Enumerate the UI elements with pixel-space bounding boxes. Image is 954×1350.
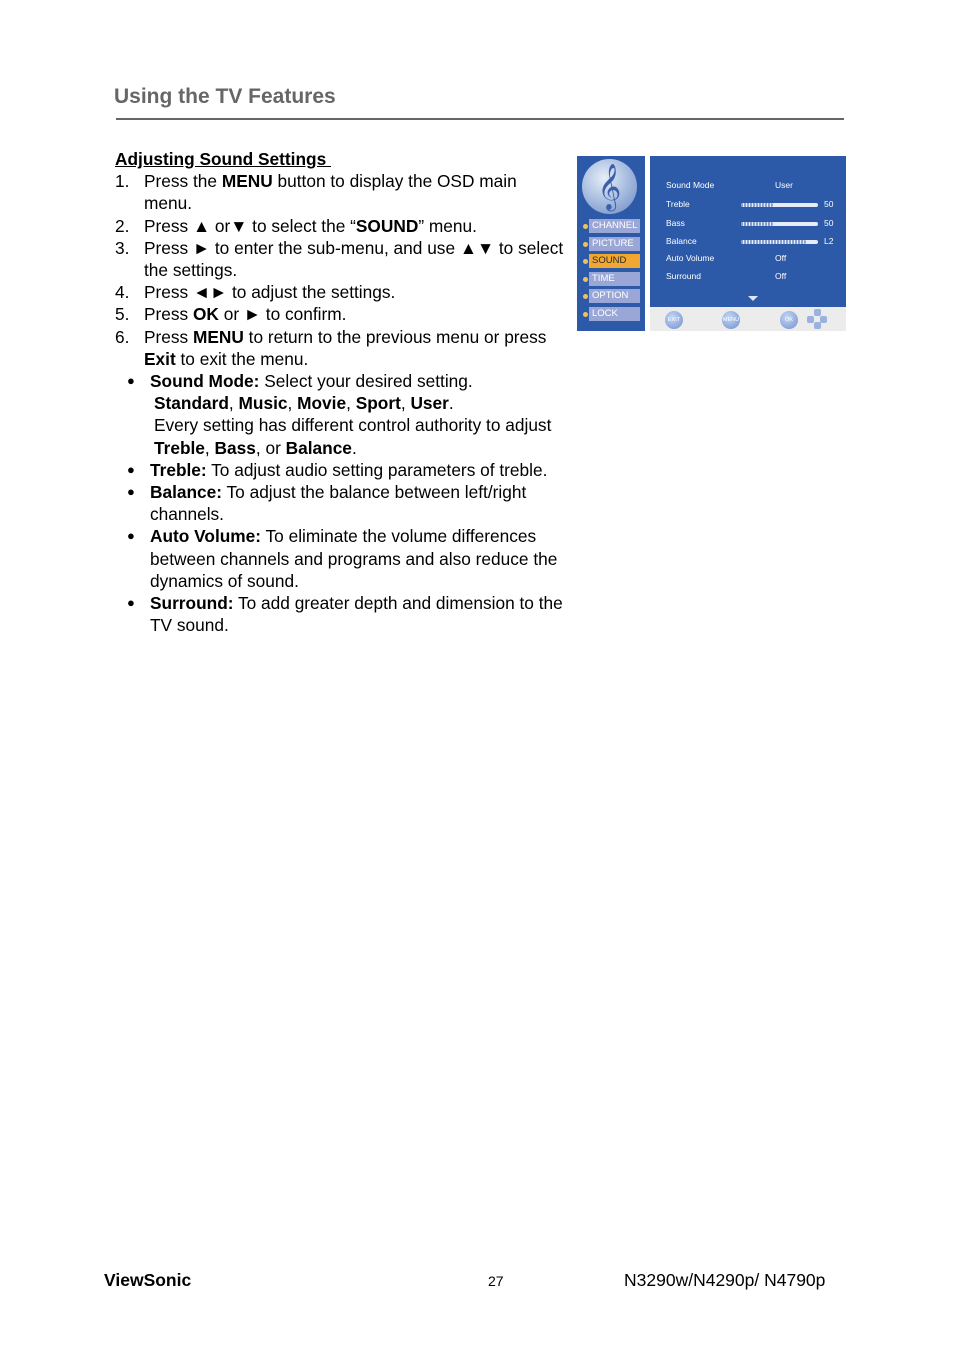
osd-menu-button[interactable]: MENU <box>722 311 740 329</box>
osd-setting-row[interactable] <box>666 180 842 192</box>
bullet-list <box>115 370 565 636</box>
text-run: SOUND <box>355 215 419 236</box>
osd-menu-label: PICTURE <box>589 237 640 251</box>
bullet-item <box>127 459 565 481</box>
text-run: ” menu. <box>418 215 477 236</box>
text-run: To adjust the balance between left/right channels. <box>150 482 527 525</box>
down-arrow-icon <box>748 296 758 301</box>
text-run: to return to the previous menu or press <box>243 326 547 347</box>
text-run: , <box>400 393 411 414</box>
text-run: Sound Mode: <box>150 371 260 392</box>
step-item <box>115 170 565 214</box>
bullet-icon <box>583 224 588 229</box>
footer-model: N3290w/N4290p/ N4790p <box>624 1270 826 1290</box>
text-run: Auto Volume: <box>150 526 262 547</box>
bullet-dot-icon: ● <box>127 595 135 611</box>
step-item <box>115 281 565 303</box>
dpad-icon <box>807 309 827 329</box>
osd-slider-fill <box>741 203 773 207</box>
text-run: Surround: <box>150 593 234 614</box>
bullet-item <box>127 592 565 636</box>
step-number: 6. <box>115 326 130 347</box>
bullet-line <box>150 481 565 525</box>
osd-menu-label: SOUND <box>589 254 640 268</box>
step-number: 3. <box>115 237 130 258</box>
bullet-line <box>154 392 565 414</box>
osd-footer <box>650 307 846 331</box>
osd-slider[interactable] <box>741 203 818 207</box>
bullet-icon <box>583 294 588 299</box>
title-divider <box>116 118 844 120</box>
osd-slider-fill <box>741 222 773 226</box>
text-run: , or <box>255 437 286 458</box>
instructions <box>115 148 565 636</box>
step-number: 1. <box>115 171 130 192</box>
osd-menu-label: CHANNEL <box>589 219 640 233</box>
osd-menu-item-channel[interactable] <box>581 218 645 236</box>
step-item <box>115 237 565 281</box>
bullet-dot-icon: ● <box>127 528 135 544</box>
text-run: Treble <box>154 437 205 458</box>
osd-ok-button[interactable]: OK <box>780 311 798 329</box>
osd-menu-item-time[interactable] <box>581 271 645 289</box>
text-run: . <box>351 437 357 458</box>
osd-menu-item-sound[interactable] <box>581 253 645 271</box>
osd-menu-item-option[interactable] <box>581 288 645 306</box>
osd-setting-row[interactable] <box>666 218 842 230</box>
bullet-icon <box>583 259 588 264</box>
text-run: Balance <box>285 437 352 458</box>
text-run: Press <box>144 304 193 325</box>
bullet-dot-icon: ● <box>127 373 135 389</box>
osd-screenshot <box>577 156 846 332</box>
text-run: Balance: <box>150 482 223 503</box>
page-title: Using the TV Features <box>114 85 336 108</box>
text-run: Press <box>144 326 193 347</box>
text-run: User <box>410 393 449 414</box>
bullet-dot-icon: ● <box>127 484 135 500</box>
text-run: Standard <box>154 393 229 414</box>
osd-slider[interactable] <box>741 222 818 226</box>
osd-slider-fill <box>741 240 806 244</box>
step-number: 5. <box>115 304 130 325</box>
text-run: Movie <box>297 393 347 414</box>
osd-slider[interactable] <box>741 240 818 244</box>
bullet-icon <box>583 242 588 247</box>
text-run: OK <box>192 304 219 325</box>
osd-setting-row[interactable] <box>666 253 842 265</box>
bullet-line <box>150 525 565 592</box>
step-number: 4. <box>115 282 130 303</box>
bullet-icon <box>583 312 588 317</box>
text-run: Treble: <box>150 459 207 480</box>
step-item <box>115 326 565 370</box>
text-run: or ► to confirm. <box>218 304 347 325</box>
text-run: Bass <box>214 437 256 458</box>
text-run: Press ◄► to adjust the settings. <box>144 282 396 303</box>
text-run: , <box>204 437 215 458</box>
text-run: Sport <box>355 393 401 414</box>
steps-list <box>115 170 565 370</box>
text-run: To eliminate the volume differences between channels and programs and also reduce the dynamics of sound. <box>150 526 558 591</box>
osd-setting-label: Sound Mode <box>666 180 715 190</box>
osd-setting-value: Off <box>775 271 787 281</box>
osd-menu <box>581 218 645 324</box>
text-run: , <box>228 393 239 414</box>
text-run: To add greater depth and dimension to the TV sound. <box>150 593 563 636</box>
text-run: Every setting has different control authority to adjust <box>154 415 552 436</box>
text-run: , <box>346 393 356 414</box>
osd-menu-item-picture[interactable] <box>581 236 645 254</box>
osd-slider-value: L2 <box>824 236 834 246</box>
osd-setting-row[interactable] <box>666 271 842 283</box>
treble-clef-icon: 𝄞 <box>582 159 637 214</box>
osd-slider-value: 50 <box>824 199 834 209</box>
bullet-line <box>150 459 565 481</box>
bullet-line <box>154 414 565 458</box>
osd-sound-panel <box>650 156 846 307</box>
osd-menu-label: TIME <box>589 272 640 286</box>
osd-exit-button[interactable]: EXIT <box>665 311 683 329</box>
osd-setting-label: Treble <box>666 199 690 209</box>
osd-menu-label: OPTION <box>589 289 640 303</box>
text-run: Select your desired setting. <box>259 371 473 392</box>
osd-menu-item-lock[interactable] <box>581 306 645 324</box>
text-run: , <box>287 393 298 414</box>
step-item <box>115 303 565 325</box>
bullet-item <box>127 525 565 592</box>
osd-setting-value: User <box>775 180 793 190</box>
text-run: Press ► to enter the sub-menu, and use ▲▼ to select the settings. <box>144 237 564 281</box>
text-run: Press the <box>144 171 222 192</box>
bullet-item <box>127 481 565 525</box>
osd-setting-label: Surround <box>666 271 701 281</box>
bullet-dot-icon: ● <box>127 461 135 477</box>
text-run: To adjust audio setting parameters of treble. <box>206 459 548 480</box>
footer-brand: ViewSonic <box>104 1270 192 1290</box>
text-run: MENU <box>192 326 244 347</box>
osd-setting-label: Bass <box>666 218 685 228</box>
text-run: to exit the menu. <box>175 348 309 369</box>
text-run: MENU <box>221 171 273 192</box>
osd-setting-row[interactable] <box>666 236 842 248</box>
osd-menu-label: LOCK <box>589 307 640 321</box>
osd-setting-row[interactable] <box>666 199 842 211</box>
bullet-line <box>150 370 565 392</box>
bullet-line <box>150 592 565 636</box>
text-run: Press ▲ or▼ to select the “ <box>144 215 356 236</box>
osd-slider-value: 50 <box>824 218 834 228</box>
text-run: Music <box>238 393 288 414</box>
text-run: button to display the OSD main menu. <box>144 171 517 214</box>
text-run: . <box>448 393 454 414</box>
page-number: 27 <box>488 1273 504 1289</box>
bullet-icon <box>583 277 588 282</box>
text-run: Exit <box>144 348 176 369</box>
osd-setting-label: Auto Volume <box>666 253 715 263</box>
bullet-item <box>127 370 565 459</box>
osd-setting-label: Balance <box>666 236 697 246</box>
osd-setting-value: Off <box>775 253 787 263</box>
step-number: 2. <box>115 215 130 236</box>
step-item <box>115 215 565 237</box>
osd-sidebar <box>577 156 645 331</box>
section-heading: Adjusting Sound Settings <box>115 149 331 169</box>
